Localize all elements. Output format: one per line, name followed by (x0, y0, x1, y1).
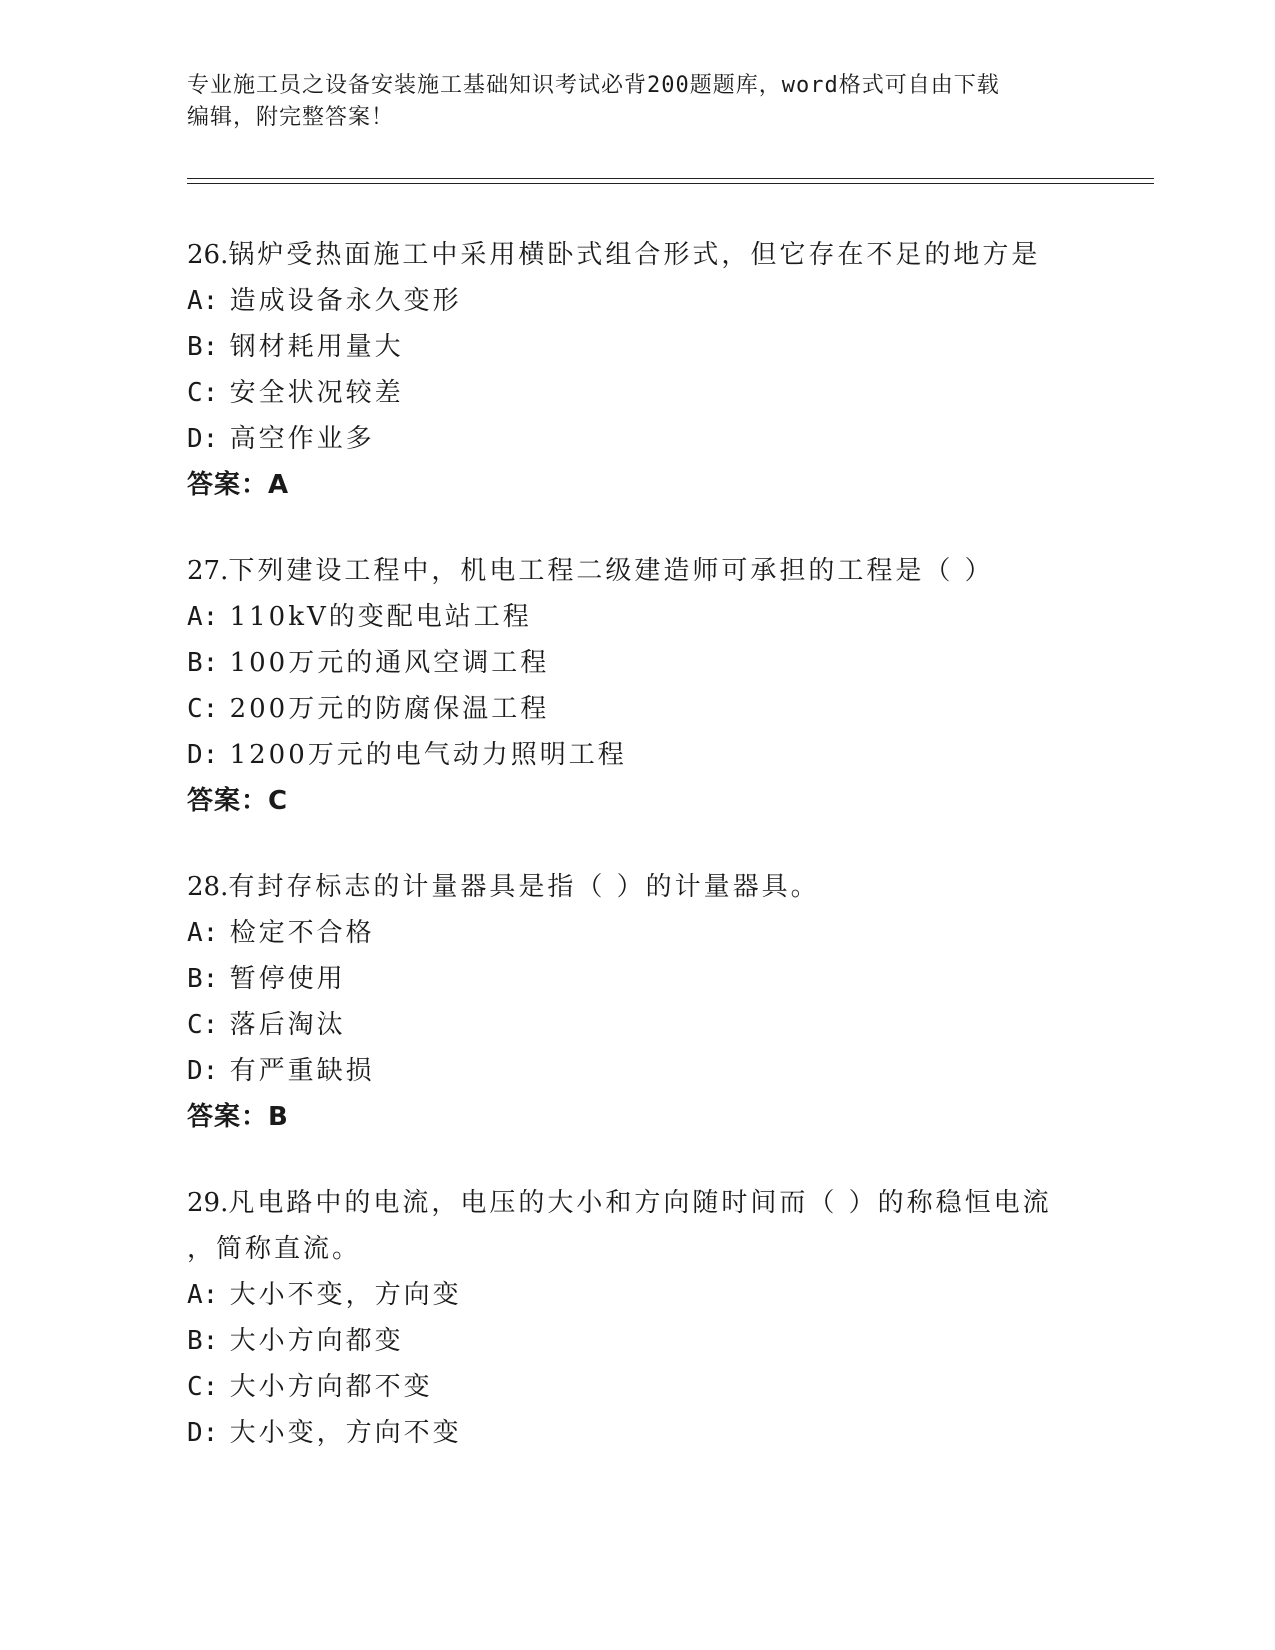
option-text: 大小方向都变 (229, 1326, 404, 1356)
question-stem (187, 232, 1087, 278)
option-a (187, 594, 1087, 640)
question-stem (187, 864, 1087, 910)
option-text: 大小方向都不变 (229, 1372, 433, 1402)
option-a (187, 1272, 1087, 1318)
question-text: 下列建设工程中，机电工程二级建造师可承担的工程是（ ） (228, 556, 994, 586)
option-c (187, 1002, 1087, 1048)
question-29 (187, 1180, 1087, 1456)
option-key: A: (187, 918, 219, 948)
header-line-2: 编辑，附完整答案！ (187, 105, 395, 130)
document-header (187, 70, 1087, 134)
option-key: C: (187, 378, 219, 408)
option-b (187, 324, 1087, 370)
question-text: 凡电路中的电流，电压的大小和方向随时间而（ ）的称稳恒电流 (228, 1188, 1052, 1218)
option-key: D: (187, 740, 219, 770)
answer-line: 答案：C (187, 786, 289, 816)
option-text: 200万元的防腐保温工程 (229, 694, 550, 724)
option-text: 钢材耗用量大 (229, 332, 404, 362)
option-text: 暂停使用 (229, 964, 346, 994)
option-d (187, 416, 1087, 462)
option-key: C: (187, 1372, 219, 1402)
option-key: C: (187, 1010, 219, 1040)
option-key: A: (187, 286, 219, 316)
question-number: 27. (187, 556, 229, 586)
question-26 (187, 232, 1087, 508)
option-a (187, 278, 1087, 324)
question-stem (187, 1180, 1087, 1226)
option-b (187, 1318, 1087, 1364)
option-text: 安全状况较差 (229, 378, 404, 408)
option-key: A: (187, 602, 219, 632)
option-c (187, 370, 1087, 416)
question-text: 有封存标志的计量器具是指（ ）的计量器具。 (228, 872, 820, 902)
option-d (187, 732, 1087, 778)
question-27 (187, 548, 1087, 824)
option-text: 检定不合格 (229, 918, 375, 948)
option-key: D: (187, 1418, 219, 1448)
option-key: B: (187, 1326, 219, 1356)
question-text: 锅炉受热面施工中采用横卧式组合形式，但它存在不足的地方是 (228, 240, 1041, 270)
option-text: 高空作业多 (229, 424, 375, 454)
header-line-1: 专业施工员之设备安装施工基础知识考试必背200题题库，word格式可自由下载 (187, 73, 1000, 98)
option-c (187, 686, 1087, 732)
option-text: 落后淘汰 (229, 1010, 346, 1040)
option-text: 造成设备永久变形 (229, 286, 462, 316)
option-key: B: (187, 964, 219, 994)
answer-line: 答案：B (187, 1102, 289, 1132)
question-stem-continuation: ，简称直流。 (187, 1234, 362, 1264)
option-b (187, 640, 1087, 686)
header-divider-top (187, 178, 1154, 179)
question-number: 26. (187, 240, 229, 270)
option-d (187, 1410, 1087, 1456)
option-text: 有严重缺损 (229, 1056, 375, 1086)
option-text: 1200万元的电气动力照明工程 (229, 740, 627, 770)
option-text: 大小不变，方向变 (229, 1280, 462, 1310)
option-text: 100万元的通风空调工程 (229, 648, 550, 678)
option-key: A: (187, 1280, 219, 1310)
question-number: 29. (187, 1188, 229, 1218)
option-b (187, 956, 1087, 1002)
header-divider-bottom (187, 183, 1154, 184)
option-key: C: (187, 694, 219, 724)
option-a (187, 910, 1087, 956)
option-text: 大小变，方向不变 (229, 1418, 462, 1448)
question-number: 28. (187, 872, 229, 902)
question-list (187, 232, 1087, 1496)
option-d (187, 1048, 1087, 1094)
option-c (187, 1364, 1087, 1410)
question-28 (187, 864, 1087, 1140)
question-stem (187, 548, 1087, 594)
option-text: 110kV的变配电站工程 (229, 602, 532, 632)
answer-line: 答案：A (187, 470, 290, 500)
option-key: D: (187, 424, 219, 454)
option-key: D: (187, 1056, 219, 1086)
option-key: B: (187, 648, 219, 678)
option-key: B: (187, 332, 219, 362)
